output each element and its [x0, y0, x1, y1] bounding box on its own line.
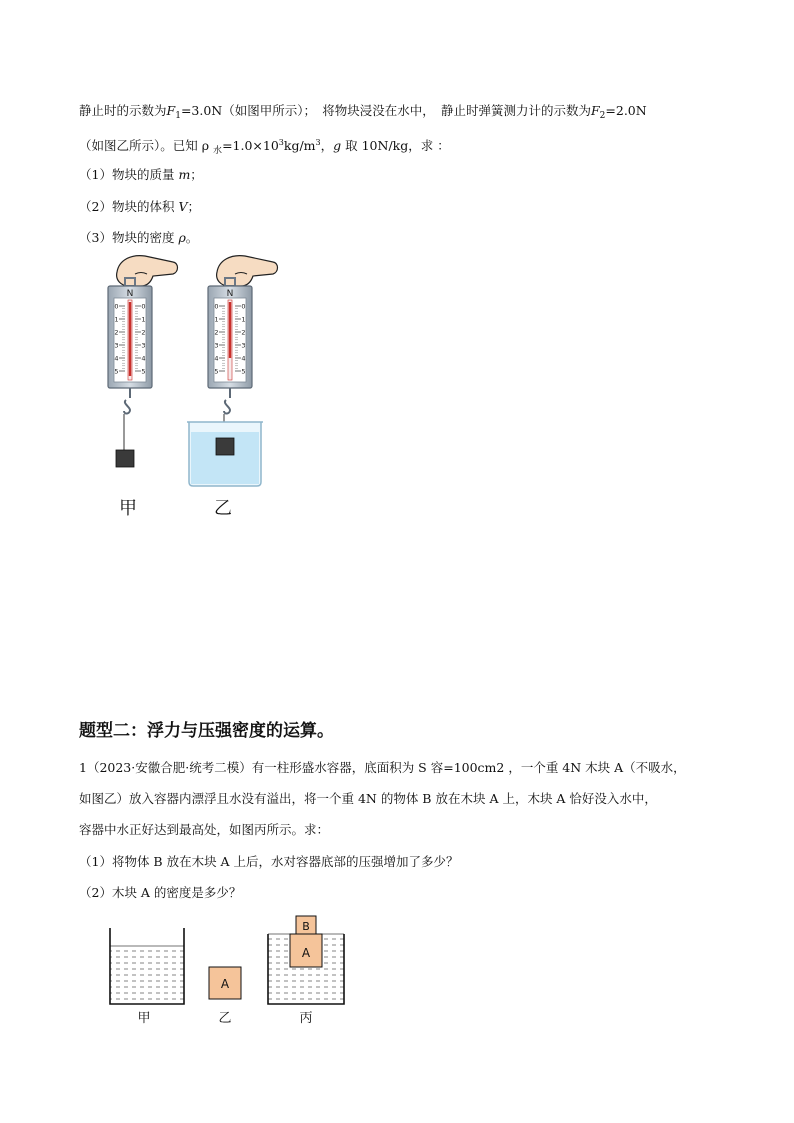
scale-tick-label: 1: [241, 315, 246, 324]
problem1-line1: 静止时的示数为$F_1=3.0N$（如图甲所示）； 将物块浸没在水中， 静止时弹簧测力计的示数为$F_2=2.0N$: [79, 103, 647, 121]
section2-problem-line1: 1（2023·安徽合肥·统考二模）有一柱形盛水容器，底面积为 S 容=100cm2 ，一个重 4N 木块 A（不吸水，: [79, 760, 686, 775]
scale-tick-label: 2: [114, 328, 119, 337]
scale-tick-label: 0: [114, 302, 119, 311]
scale-unit-label-left: N: [126, 289, 134, 299]
block-b-label: B: [302, 920, 310, 933]
scale-tick-label: 5: [141, 367, 146, 376]
figure2-label-yi: 乙: [218, 1011, 232, 1026]
spring-scale-figure: [95, 250, 295, 525]
section2-problem-line3: 容器中水正好达到最高处，如图丙所示。求：: [79, 822, 330, 837]
section-heading: 题型二：浮力与压强密度的运算。: [79, 721, 334, 741]
scale-tick-label: 3: [241, 341, 246, 350]
figure-label-yi: 乙: [214, 498, 232, 519]
section2-question-2: （2）木块 A 的密度是多少？: [79, 885, 242, 900]
scale-tick-label: 5: [214, 367, 219, 376]
problem1-question-2: （2）物块的体积 V；: [79, 199, 200, 214]
spring-scale-left: [108, 256, 178, 519]
figure2-label-bing: 丙: [299, 1011, 313, 1026]
scale-tick-label: 5: [114, 367, 119, 376]
scale-tick-label: 2: [214, 328, 219, 337]
problem1-question-1: （1）物块的质量 m；: [79, 167, 203, 182]
container-bing: [268, 916, 344, 1026]
block-yi: [209, 967, 241, 1026]
problem1-line2: （如图乙所示）。已知 ρ $_水=1.0\times 10^3kg/m^3$，g 取 10N/kg，求 ：: [79, 138, 450, 156]
scale-tick-label: 0: [214, 302, 219, 311]
scale-tick-label: 3: [114, 341, 119, 350]
spring-scale-right: [187, 256, 278, 519]
scale-unit-label-right: N: [226, 289, 234, 299]
scale-tick-label: 4: [241, 354, 246, 363]
scale-tick-label: 2: [141, 328, 146, 337]
section2-problem-line2: 如图乙）放入容器内漂浮且水没有溢出，将一个重 4N 的物体 B 放在木块 A 上，木块 A 恰好没入水中，: [79, 791, 657, 806]
scale-tick-label: 4: [214, 354, 219, 363]
scale-tick-label: 1: [214, 315, 219, 324]
cube-left: [116, 450, 134, 467]
scale-tick-label: 5: [241, 367, 246, 376]
scale-tick-label: 4: [114, 354, 119, 363]
scale-tick-label: 0: [241, 302, 246, 311]
figure-label-jia: 甲: [119, 498, 137, 519]
scale-tick-label: 0: [141, 302, 146, 311]
container-jia: [110, 928, 184, 1026]
scale-tick-label: 3: [141, 341, 146, 350]
scale-tick-label: 1: [114, 315, 119, 324]
block-a-label-yi: A: [220, 977, 230, 991]
scale-tick-label: 4: [141, 354, 146, 363]
scale-tick-label: 2: [241, 328, 246, 337]
problem1-question-3: （3）物块的密度 ρ。: [79, 230, 199, 245]
scale-tick-label: 1: [141, 315, 146, 324]
container-figure: [100, 912, 360, 1027]
cube-right: [216, 438, 234, 455]
section2-question-1: （1）将物体 B 放在木块 A 上后，水对容器底部的压强增加了多少？: [79, 854, 459, 869]
figure2-label-jia: 甲: [137, 1011, 151, 1026]
scale-tick-label: 3: [214, 341, 219, 350]
block-a-label-bing: A: [301, 946, 311, 960]
